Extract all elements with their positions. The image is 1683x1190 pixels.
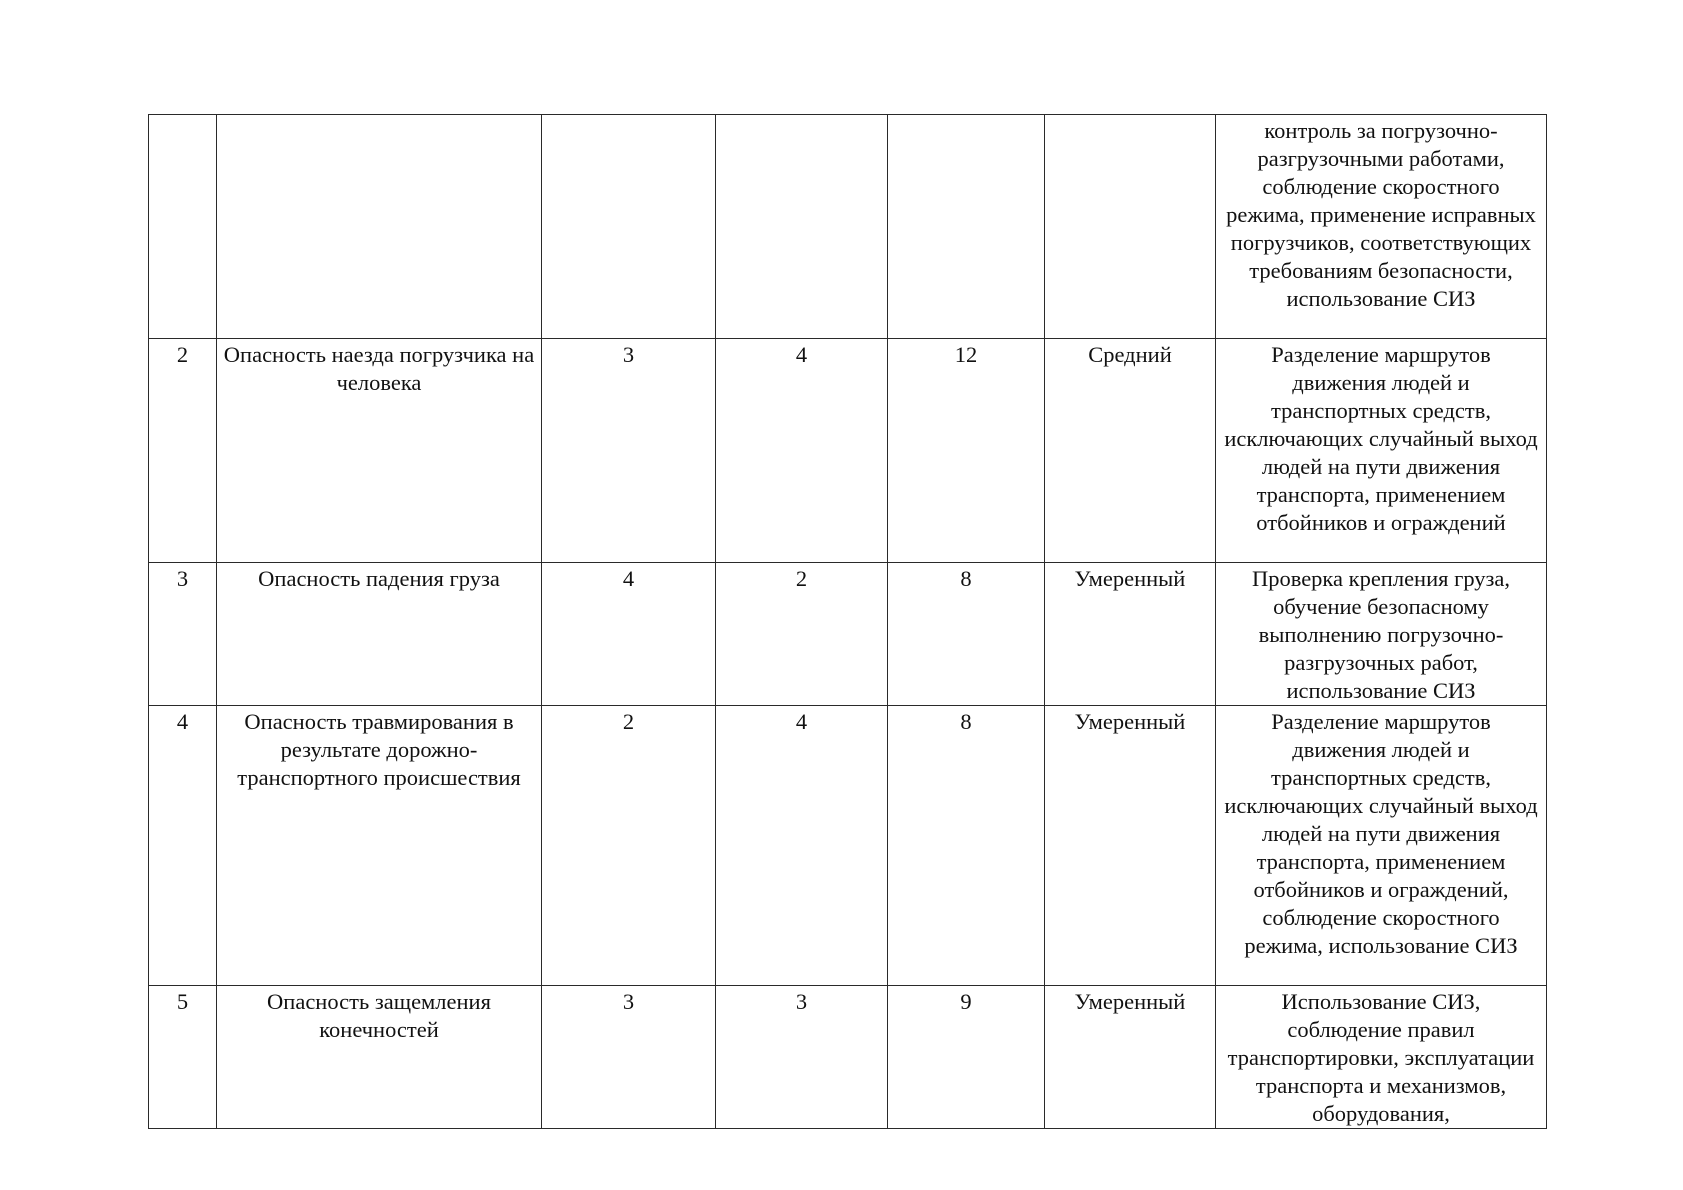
probability-cell: 4 <box>542 563 716 706</box>
risk-score-cell <box>888 115 1045 339</box>
table-row <box>149 706 1547 986</box>
hazard-cell: Опасность наезда погрузчика на человека <box>217 339 542 563</box>
probability-cell: 3 <box>542 986 716 1129</box>
measures-cell: контроль за погрузочно-разгрузочными работами, соблюдение скоростного режима, применение исправных погрузчиков, соответствующих требованиям безопасности, использование СИЗ <box>1216 115 1547 339</box>
risk-level-cell: Умеренный <box>1045 563 1216 706</box>
row-number-cell: 4 <box>149 706 217 986</box>
row-number-cell: 2 <box>149 339 217 563</box>
row-number-cell: 3 <box>149 563 217 706</box>
probability-cell <box>542 115 716 339</box>
measures-cell: Разделение маршрутов движения людей и транспортных средств, исключающих случайный выход людей на пути движения транспорта, применением отбойников и ограждений, соблюдение скоростного режима, использование СИЗ <box>1216 706 1547 986</box>
risk-score-cell: 8 <box>888 706 1045 986</box>
risk-score-cell: 12 <box>888 339 1045 563</box>
table-row <box>149 339 1547 563</box>
measures-cell: Проверка крепления груза, обучение безопасному выполнению погрузочно-разгрузочных работ, использование СИЗ <box>1216 563 1547 706</box>
severity-cell: 3 <box>716 986 888 1129</box>
risk-level-cell: Умеренный <box>1045 986 1216 1129</box>
risk-score-cell: 9 <box>888 986 1045 1129</box>
severity-cell: 4 <box>716 339 888 563</box>
severity-cell: 4 <box>716 706 888 986</box>
hazard-cell: Опасность травмирования в результате дорожно-транспортного происшествия <box>217 706 542 986</box>
measures-cell: Использование СИЗ, соблюдение правил транспортировки, эксплуатации транспорта и механизмов, оборудования, <box>1216 986 1547 1129</box>
table-row <box>149 115 1547 339</box>
probability-cell: 3 <box>542 339 716 563</box>
row-number-cell <box>149 115 217 339</box>
hazard-cell: Опасность падения груза <box>217 563 542 706</box>
row-number-cell: 5 <box>149 986 217 1129</box>
table-row <box>149 986 1547 1129</box>
hazard-cell: Опасность защемления конечностей <box>217 986 542 1129</box>
severity-cell <box>716 115 888 339</box>
risk-level-cell: Умеренный <box>1045 706 1216 986</box>
severity-cell: 2 <box>716 563 888 706</box>
measures-cell: Разделение маршрутов движения людей и транспортных средств, исключающих случайный выход людей на пути движения транспорта, применением отбойников и ограждений <box>1216 339 1547 563</box>
risk-assessment-table <box>148 114 1547 1129</box>
risk-level-cell: Средний <box>1045 339 1216 563</box>
risk-level-cell <box>1045 115 1216 339</box>
risk-score-cell: 8 <box>888 563 1045 706</box>
probability-cell: 2 <box>542 706 716 986</box>
hazard-cell <box>217 115 542 339</box>
table-row <box>149 563 1547 706</box>
